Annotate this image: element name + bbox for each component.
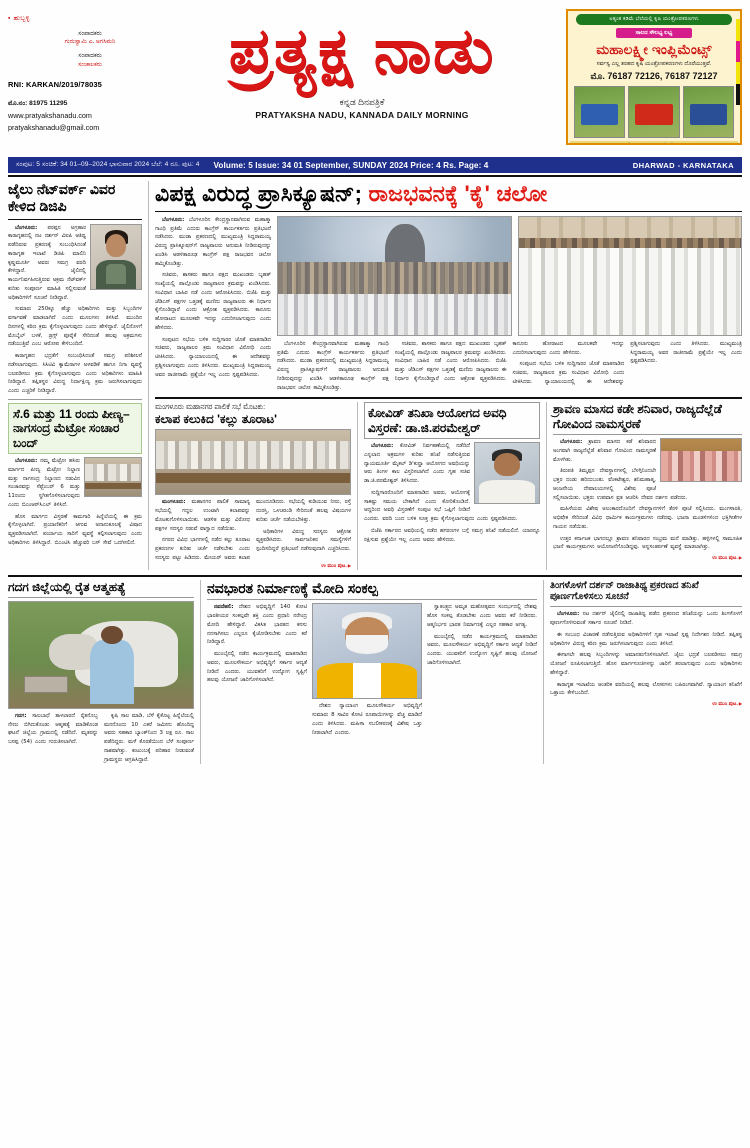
bottom-story1-rule [8,597,194,598]
mid-story2-para3: ಬಿಜೆಪಿ ಸರ್ಕಾರದ ಅವಧಿಯಲ್ಲಿ ನಡೆದ ಹಗರಣಗಳ ಬಗ್ಗೆ ಸಮಗ್ರ ತನಿಖೆ ನಡೆಯಲಿದೆ. ಯಾರನ್ನೂ ರಕ್ಷಿಸುವ ಪ್ರಶ್ನೆಯೇ ಇಲ್ಲ ಎಂದು ಅವರು ಹೇಳಿದರು. [364,527,540,543]
bottom-story2-para5: ಮುಂಬೈನಲ್ಲಿ ನಡೆದ ಕಾರ್ಯಕ್ರಮದಲ್ಲಿ ಮಾತನಾಡಿದ ಅವರು, ಮೂಲಸೌಕರ್ಯ ಅಭಿವೃದ್ಧಿಗೆ ಸರ್ಕಾರ ಆದ್ಯತೆ ನೀಡಿದೆ ಎಂದರು. ಯುವಕರಿಗೆ ಉದ್ಯೋಗ ಸೃಷ್ಟಿಗೆ ಹಲವು ಯೋಜನೆ ಜಾರಿಗೊಳಿಸಲಾಗಿದೆ. [427,633,537,666]
left-story1-dateline: ಬೆಂಗಳೂರು: [15,224,38,231]
bottom-story2-para1: ದೇಶದ ಅಭಿವೃದ್ಧಿಗೆ 140 ಕೋಟಿ ಭಾರತೀಯರ ಸಂಕಲ್ಪವೇ ಶಕ್ತಿ ಎಂದು ಪ್ರಧಾನಿ ನರೇಂದ್ರ ಮೋದಿ ಹೇಳಿದ್ದಾರೆ. ವಿಕಸಿತ ಭಾರತದ ಕನಸು ನನಸಾಗಿಸಲು ಎಲ್ಲರೂ ಕೈಜೋಡಿಸಬೇಕು ಎಂದು ಕರೆ ನೀಡಿದ್ದಾರೆ. [207,604,307,646]
bottom-story3-para4: ಕಾರಾಗೃಹ ಇಲಾಖೆಯ ಆಂತರಿಕ ವರದಿಯಲ್ಲಿ ಹಲವು ಲೋಪಗಳು ಬಹಿರಂಗವಾಗಿವೆ. ನ್ಯಾಯಾಂಗ ತನಿಖೆಗೆ ಒತ್ತಾಯ ಕೇಳಿಬಂದಿದೆ. [550,681,742,697]
lead-para1: ಬೆಂಗಳೂರಿನ ಕೇಂದ್ರಸ್ಥಾನವಾಗಿರುವ ಮಹಾತ್ಮಾ ಗಾಂಧಿ ಪ್ರತಿಮೆ ಎದುರು ಕಾಂಗ್ರೆಸ್ ಕಾರ್ಯಕರ್ತರು ಪ್ರತಿಭಟನೆ ನಡೆಸಿದರು. ಮುಡಾ ಪ್ರಕರಣದಲ್ಲಿ ಮುಖ್ಯಮಂತ್ರಿ ಸಿದ್ದರಾಮಯ್ಯ ವಿರುದ್ಧ ಪ್ರಾಸಿಕ್ಯೂಷನ್‌ಗೆ ರಾಜ್ಯಪಾಲರು ಅನುಮತಿ ನೀಡಿರುವುದನ್ನು ಖಂಡಿಸಿ ಆಡಳಿತಾರೂಢ ಕಾಂಗ್ರೆಸ್ ಪಕ್ಷ ರಾಜಭವನ ಚಲೋ ಹಮ್ಮಿಕೊಂಡಿತ್ತು. [155,216,272,267]
mid-story1-headline[interactable]: ಕಲಾಪ ಕಲುಕಿದ 'ಕಲ್ಲು ತೂರಾಟ' [155,411,278,426]
main-content-grid [8,181,742,570]
mid-story1-para1: ಮಹಾನಗರ ಪಾಲಿಕೆ ಸಾಮಾನ್ಯ ಸಭೆಯಲ್ಲಿ ಗದ್ದಲ ಉಂಟಾಗಿ ಕಲಾಪವನ್ನು ಮೊಟಕುಗೊಳಿಸಲಾಯಿತು. ಆಡಳಿತ ಮತ್ತು ವಿರೋಧ ಪಕ್ಷಗಳ ಸದಸ್ಯರ ನಡುವೆ ವಾಗ್ವಾದ ನಡೆಯಿತು. [155,499,250,532]
mid-story1-body [155,498,351,562]
mid-story1-para2: ನಗರದ ವಿವಿಧ ಭಾಗಗಳಲ್ಲಿ ನಡೆದ ಕಲ್ಲು ತೂರಾಟ ಪ್ರಕರಣಗಳ ಕುರಿತು ಚರ್ಚೆ ನಡೆಸಬೇಕು ಎಂದು ಸದಸ್ಯರು ಪಟ್ಟು ಹಿಡಿದರು. ಮೇಯರ್ ಅವರು ಕಲಾಪ ಮುಂದೂಡಿದರು. ಸಭೆಯಲ್ಲಿ ಕುಡಿಯುವ ನೀರು, ರಸ್ತೆ ದುರಸ್ತಿ, ಒಳಚರಂಡಿ ಸೇರಿದಂತೆ ಹಲವು ವಿಷಯಗಳ ಕುರಿತು ಚರ್ಚೆ ನಡೆಯಬೇಕಿತ್ತು. [155,499,351,561]
left-story2-para1: ನಮ್ಮ ಮೆಟ್ರೋ ಹಸಿರು ಮಾರ್ಗದ ಪೀಣ್ಯ ಮೆಟ್ರೋ ನಿಲ್ದಾಣ ಮತ್ತು ನಾಗಸಂದ್ರ ನಿಲ್ದಾಣದ ನಡುವಿನ ಸಂಚಾರವನ್ನು ಸೆಪ್ಟೆಂಬರ್ 6 ಮತ್ತು 11ರಂದು ಸ್ಥಗಿತಗೊಳಿಸಲಾಗುವುದು ಎಂದು ಬಿಎಂಆರ್‌ಸಿಎಲ್ ತಿಳಿಸಿದೆ. [8,458,81,508]
section-divider-bottom [8,575,742,577]
temple-devotees-photo [660,438,742,482]
mid-story-2 [364,402,540,569]
left-story1-para3: ಕಾರಾಗೃಹದ ಭದ್ರತೆಗೆ ಸಂಬಂಧಿಸಿದಂತೆ ಸಮಗ್ರ ಪರಿಶೀಲನೆ ನಡೆಸಲಾಗುವುದು. ಸಿಸಿಟಿವಿ ಕ್ಯಾಮೆರಾಗಳ ಅಳವಡಿಕೆ ಹಾಗೂ ನಿಗಾ ವ್ಯವಸ್ಥೆ ಬಲಪಡಿಸಲು ಕ್ರಮ ಕೈಗೊಳ್ಳಲಾಗುವುದು ಎಂದು ಅಧಿಕಾರಿಗಳು ಮಾಹಿತಿ ನೀಡಿದ್ದಾರೆ. ತಪ್ಪಿತಸ್ಥರ ವಿರುದ್ಧ ನಿರ್ದಾಕ್ಷಿಣ್ಯ ಕ್ರಮ ಜರುಗಿಸಲಾಗುವುದು ಎಂದು ಎಚ್ಚರಿಕೆ ನೀಡಿದ್ದಾರೆ. [8,353,142,395]
mid-story-3 [553,402,742,569]
ad-company-name: ಮಹಾಲಕ್ಷ್ಮೀ ಇಂಪ್ಲಿಮೆಂಟ್ಸ್ [596,42,712,57]
mid-story1-kicker: ಮಂಗಳೂರು ಮಹಾನಗರ ಪಾಲಿಕೆ ಸಭೆ ಮೊಟಕು: [155,402,266,412]
column-divider-4 [200,580,201,765]
ad-offer-badge: ಸಾಲದ ಸೌಲಭ್ಯ ಲಭ್ಯ [616,28,692,38]
mid-story3-rule [553,434,742,435]
bottom-story3-dateline: ಬೆಂಗಳೂರು: [557,611,580,618]
ad-product-images [574,86,734,138]
mid-story2-headline-box [364,402,540,439]
staff-role-1: ಸಂಪಾದಕರು [78,30,102,37]
mid-story3-headline[interactable]: ಶ್ರಾವಣ ಮಾಸದ ಕಡೇ ಶನಿವಾರ, ರಾಜ್ಯದೆಲ್ಲೆಡೆ ಗೋವಿಂದ ನಾಮಸ್ಮರಣೆ [553,402,722,431]
left-story2-block [8,403,142,454]
masthead-staff-1 [22,30,158,47]
bottom-stories-row [8,580,742,765]
lead-lower-para3: ಸಂಪುಟದ ಸಭೆಯ ಬಳಿಕ ಸುದ್ದಿಗಾರರ ಜೊತೆ ಮಾತನಾಡಿದ ಸಚಿವರು, ರಾಜ್ಯಪಾಲರ ಕ್ರಮ ಸಂವಿಧಾನ ವಿರೋಧಿ ಎಂದು ಟೀಕಿಸಿದರು. ನ್ಯಾಯಾಲಯದಲ್ಲಿ ಈ ಆದೇಶವನ್ನು ಪ್ರಶ್ನಿಸಲಾಗುವುದು ಎಂದು ತಿಳಿಸಿದರು. ಮುಖ್ಯಮಂತ್ರಿ ಸಿದ್ದರಾಮಯ್ಯ ಅವರ ರಾಜೀನಾಮೆ ಪ್ರಶ್ನೆಯೇ ಇಲ್ಲ ಎಂದು ಸ್ಪಷ್ಟಪಡಿಸಿದರು. [512,340,742,385]
staff-role-2: ಸಂಪಾದಕರು [78,53,102,60]
bottom-story2-dateline: ನವದೆಹಲಿ: [214,604,234,611]
congress-leaders-group-photo [518,216,742,336]
masthead-advertisement[interactable] [566,9,742,145]
lead-dateline: ಬೆಂಗಳೂರು: [162,216,185,223]
newspaper-logo: ಪ್ರತ್ಯಕ್ಷ ನಾಡು [228,16,496,86]
ad-product-rotavator-icon [628,86,679,138]
mid-story3-para1: ಶ್ರಾವಣ ಮಾಸದ ಕಡೆ ಶನಿವಾರದ ಅಂಗವಾಗಿ ರಾಜ್ಯದೆಲ್ಲೆಡೆ ಶನಿವಾರ ಗೋವಿಂದ ನಾಮಸ್ಮರಣೆ ಮೊಳಗಿತು. [553,439,656,463]
issue-info-kannada: ಸಂಪುಟ: 5 ಸಂಚಿಕೆ: 34 01–09–2024 ಭಾನುವಾರ 2024 ಬೆಲೆ: 4 ರೂ. ಪುಟ: 4 [16,161,200,168]
bottom-story3-para2: ಈ ಸಂಬಂಧ ವಿಚಾರಣೆ ನಡೆಸುತ್ತಿರುವ ಅಧಿಕಾರಿಗಳಿಗೆ ಗೃಹ ಇಲಾಖೆ ಸ್ಪಷ್ಟ ನಿರ್ದೇಶನ ನೀಡಿದೆ. ತಪ್ಪಿತಸ್ಥ ಅಧಿಕಾರಿಗಳ ವಿರುದ್ಧ ಕಠಿಣ ಕ್ರಮ ಜರುಗಿಸಲಾಗುವುದು ಎಂದು ತಿಳಿಸಿದೆ. [550,631,742,647]
mid-story-1 [155,402,351,569]
lead-lower-para1: ಬೆಂಗಳೂರಿನ ಕೇಂದ್ರಸ್ಥಾನವಾಗಿರುವ ಮಹಾತ್ಮಾ ಗಾಂಧಿ ಪ್ರತಿಮೆ ಎದುರು ಕಾಂಗ್ರೆಸ್ ಕಾರ್ಯಕರ್ತರು ಪ್ರತಿಭಟನೆ ನಡೆಸಿದರು. ಮುಡಾ ಪ್ರಕರಣದಲ್ಲಿ ಮುಖ್ಯಮಂತ್ರಿ ಸಿದ್ದರಾಮಯ್ಯ ವಿರುದ್ಧ ಪ್ರಾಸಿಕ್ಯೂಷನ್‌ಗೆ ರಾಜ್ಯಪಾಲರು ಅನುಮತಿ ನೀಡಿರುವುದನ್ನು ಖಂಡಿಸಿ ಆಡಳಿತಾರೂಢ ಕಾಂಗ್ರೆಸ್ ಪಕ್ಷ ರಾಜಭವನ ಚಲೋ ಹಮ್ಮಿಕೊಂಡಿತ್ತು. [277,340,389,391]
mid-story2-para2: ಸುದ್ದಿಗಾರರೊಂದಿಗೆ ಮಾತನಾಡಿದ ಅವರು, ಆಯೋಗಕ್ಕೆ ಸಾಕಷ್ಟು ಸಮಯ ಬೇಕಾಗಿದೆ ಎಂದು ಕೋರಿಕೊಂಡಿದೆ. ಆದ್ದರಿಂದ ಅವಧಿ ವಿಸ್ತರಣೆಗೆ ಸಂಪುಟ ಸಭೆ ಒಪ್ಪಿಗೆ ನೀಡಿದೆ ಎಂದರು. ವರದಿ ಬಂದ ಬಳಿಕ ಸೂಕ್ತ ಕ್ರಮ ಕೈಗೊಳ್ಳಲಾಗುವುದು ಎಂದು ಸ್ಪಷ್ಟಪಡಿಸಿದರು. [364,489,518,523]
mid-story2-dateline: ಬೆಂಗಳೂರು: [371,443,394,450]
ad-phone-numbers: ಮೊ. 76187 72126, 76187 72127 [590,71,718,81]
bottom-story2-col2 [312,702,422,737]
bottom-story3-body [550,610,742,698]
metro-train-photo [84,457,142,497]
mid-story3-dateline: ಬೆಂಗಳೂರು: [560,439,583,446]
color-registration-strip-icon [736,19,742,105]
farmer-with-cattle-photo [8,601,194,709]
mid-stories-row [155,402,742,569]
bottom-story1-body [8,712,194,765]
column-divider-5 [543,580,544,765]
bottom-story2-col1 [207,603,307,740]
bottom-story-3 [550,580,742,765]
bottom-story3-para1: ನಟ ದರ್ಶನ್ ಜೈಲಿನಲ್ಲಿ ರಾಜಾತಿಥ್ಯ ಪಡೆದ ಪ್ರಕರಣದ ತನಿಖೆಯನ್ನು ಒಂದು ತಿಂಗಳೊಳಗೆ ಪೂರ್ಣಗೊಳಿಸುವಂತೆ ಸರ್ಕಾರ ಸೂಚನೆ ನೀಡಿದೆ. [550,611,743,627]
dgp-officer-photo [90,224,142,290]
left-column [8,181,142,570]
left-story1-para1: ಪರಪ್ಪನ ಅಗ್ರಹಾರ ಕಾರಾಗೃಹದಲ್ಲಿ ನಟ ದರ್ಶನ್ ವಿಐಪಿ ಆತಿಥ್ಯ ಪಡೆದಿರುವ ಪ್ರಕರಣಕ್ಕೆ ಸಂಬಂಧಿಸಿದಂತೆ ಕಾರಾಗೃಹ ಇಲಾಖೆ ಡಿಜಿಪಿ ಮಾಲಿನಿ ಕೃಷ್ಣಮೂರ್ತಿ ಅವರು ಸಮಗ್ರ ವರದಿ ಕೇಳಿದ್ದಾರೆ. ಜೈಲಿನಲ್ಲಿ ಕಾರ್ಯನಿರ್ವಹಿಸುತ್ತಿರುವ ಅಕ್ರಮ ನೆಟ್‌ವರ್ಕ್ ಕುರಿತು ಸಂಪೂರ್ಣ ಮಾಹಿತಿ ಸಲ್ಲಿಸುವಂತೆ ಅಧಿಕಾರಿಗಳಿಗೆ ಸೂಚನೆ ನೀಡಿದ್ದಾರೆ. [8,224,86,301]
ad-product-plough-icon [574,86,625,138]
rni-number: RNI: KARKAN/2019/78035 [8,79,102,89]
issue-info-bar [8,156,742,173]
gandhi-statue-protest-photo [277,216,512,336]
lead-story-headline[interactable] [155,181,742,207]
staff-name-2: ಸಂಚಾಲಕರು [78,61,102,68]
contact-website[interactable]: www.pratyakshanadu.com [8,110,92,120]
mid-story3-para4: ಉತ್ತರ ಕರ್ನಾಟಕ ಭಾಗದಲ್ಲೂ ಶ್ರಾವಣ ಶನಿವಾರದ ಸಂಭ್ರಮ ಮನೆ ಮಾಡಿತ್ತು. ಹಳ್ಳಿಗಳಲ್ಲಿ ಸಾಮೂಹಿಕ ಭಜನೆ ಕಾರ್ಯಕ್ರಮಗಳು ಆಯೋಜನೆಗೊಂಡಿದ್ದವು. ಅನ್ನಸಂತರ್ಪಣೆ ವ್ಯವಸ್ಥೆ ಮಾಡಲಾಗಿತ್ತು. [553,535,742,551]
bottom-story3-headline[interactable]: ತಿಂಗಳೊಳಗೆ ದರ್ಶನ್ ರಾಜಾತಿಥ್ಯ ಪ್ರಕರಣದ ತನಿಖೆ ಪೂರ್ಣಗೊಳಿಸಲು ಸೂಚನೆ [550,579,699,603]
bottom-story2-para2: ಮುಂಬೈನಲ್ಲಿ ನಡೆದ ಕಾರ್ಯಕ್ರಮದಲ್ಲಿ ಮಾತನಾಡಿದ ಅವರು, ಮೂಲಸೌಕರ್ಯ ಅಭಿವೃದ್ಧಿಗೆ ಸರ್ಕಾರ ಆದ್ಯತೆ ನೀಡಿದೆ ಎಂದರು. ಯುವಕರಿಗೆ ಉದ್ಯೋಗ ಸೃಷ್ಟಿಗೆ ಹಲವು ಯೋಜನೆ ಜಾರಿಗೊಳಿಸಲಾಗಿದೆ. [207,651,307,684]
bottom-story-1 [8,580,194,765]
lead-story-lower-body [277,340,742,393]
column-divider-2 [357,402,358,569]
masthead-contact [8,99,158,134]
bottom-story-2 [207,580,537,765]
bottom-story3-rule [550,606,742,607]
tagline-english: PRATYAKSHA NADU, KANNADA DAILY MORNING [255,110,469,120]
lead-para3: ಸಂಪುಟದ ಸಭೆಯ ಬಳಿಕ ಸುದ್ದಿಗಾರರ ಜೊತೆ ಮಾತನಾಡಿದ ಸಚಿವರು, ರಾಜ್ಯಪಾಲರ ಕ್ರಮ ಸಂವಿಧಾನ ವಿರೋಧಿ ಎಂದು ಟೀಕಿಸಿದರು. ನ್ಯಾಯಾಲಯದಲ್ಲಿ ಈ ಆದೇಶವನ್ನು ಪ್ರಶ್ನಿಸಲಾಗುವುದು ಎಂದು ತಿಳಿಸಿದರು. ಮುಖ್ಯಮಂತ್ರಿ ಸಿದ್ದರಾಮಯ್ಯ ಅವರ ರಾಜೀನಾಮೆ ಪ್ರಶ್ನೆಯೇ ಇಲ್ಲ ಎಂದು ಸ್ಪಷ್ಟಪಡಿಸಿದರು. [155,336,271,378]
bottom-story2-para3: ದೇಶದ ನ್ಯಾಯಾಂಗ ಮೂಲಸೌಕರ್ಯ ಅಭಿವೃದ್ಧಿಗೆ ಸುಮಾರು 8 ಸಾವಿರ ಕೋಟಿ ರೂಪಾಯಿಗಳನ್ನು ವೆಚ್ಚ ಮಾಡಿದೆ ಎಂದು ತಿಳಿಸಿದರು. ಮಹಿಳಾ ಸಬಲೀಕರಣಕ್ಕೆ ವಿಶೇಷ ಒತ್ತು ನೀಡಲಾಗಿದೆ ಎಂದರು. [312,703,422,736]
masthead [8,6,742,154]
masthead-left-info [8,6,158,133]
masthead-city-bullet: ▪ ಹುಬ್ಬಳ್ಳಿ [8,14,158,24]
mid-story3-para2: ತಿರುಪತಿ ತಿಮ್ಮಪ್ಪನ ದೇವಸ್ಥಾನಗಳಲ್ಲಿ ಬೆಳಗ್ಗಿನಿಂದಲೇ ಭಕ್ತರ ದಂಡು ಹರಿದುಬಂತು. ವೆಂಕಟೇಶ್ವರ, ಶನಿಮಹಾತ್ಮ, ಆಂಜನೇಯ ದೇವಾಲಯಗಳಲ್ಲಿ ವಿಶೇಷ ಪೂಜೆ ಸಲ್ಲಿಸಲಾಯಿತು. ಭಕ್ತರು ಉಪವಾಸ ವ್ರತ ಆಚರಿಸಿ ದೇವರ ದರ್ಶನ ಪಡೆದರು. [553,468,688,501]
left-story1-rule [8,219,142,220]
contact-phone: ಮೊ.ನಂ: 81975 11295 [8,99,68,107]
left-story2-headline[interactable]: ಸೆ.6 ಮತ್ತು 11 ರಂದು ಪೀಣ್ಯ–ನಾಗಸಂದ್ರ ಮೆಟ್ರೋ ಸಂಚಾರ ಬಂದ್ [13,406,130,450]
left-story2-para2: ಹೊಸ ಮಾರ್ಗದ ವಿಸ್ತರಣೆ ಕಾಮಗಾರಿ ಹಿನ್ನೆಲೆಯಲ್ಲಿ ಈ ಕ್ರಮ ಕೈಗೊಳ್ಳಲಾಗಿದೆ. ಪ್ರಯಾಣಿಕರಿಗೆ ಆಗುವ ಅನಾನುಕೂಲಕ್ಕೆ ವಿಷಾದ ವ್ಯಕ್ತಪಡಿಸಲಾಗಿದೆ. ಪರ್ಯಾಯ ಸಾರಿಗೆ ವ್ಯವಸ್ಥೆ ಕಲ್ಪಿಸಲಾಗುವುದು ಎಂದು ಅಧಿಕಾರಿಗಳು ತಿಳಿಸಿದ್ದಾರೆ. ಬಿಎಂಟಿಸಿ ಹೆಚ್ಚುವರಿ ಬಸ್ ಸೇವೆ ಒದಗಿಸಲಿದೆ. [8,513,142,546]
mid-story3-para3: ಮಹಿಳೆಯರು ವಿಶೇಷ ಅಲಂಕಾರದೊಂದಿಗೆ ದೇವಸ್ಥಾನಗಳಿಗೆ ತೆರಳಿ ಪೂಜೆ ಸಲ್ಲಿಸಿದರು. ಮಂಗಳಾರತಿ, ಅಭಿಷೇಕ ಸೇರಿದಂತೆ ವಿವಿಧ ಧಾರ್ಮಿಕ ಕಾರ್ಯಕ್ರಮಗಳು ನಡೆದವು. ಭಜನಾ ಮಂಡಳಿಗಳಿಂದ ಭಕ್ತಿಗೀತೆಗಳ ಗಾಯನ ನಡೆಯಿತು. [553,506,742,530]
masthead-divider [8,175,742,177]
masthead-staff-2 [22,52,158,69]
contact-email[interactable]: pratyakshanadu@gmail.com [8,122,100,132]
ad-product-trailer-icon [683,86,734,138]
modi-portrait-photo [312,603,422,699]
lead-headline-red: ರಾಜಭವನಕ್ಕೆ 'ಕೈ' ಚಲೋ [368,181,548,206]
mid-story3-jumpline[interactable]: ಉ ಮುಂ ಪುಟ. ▶ [553,555,742,562]
left-divider-1 [8,399,142,400]
right-content-area [155,181,742,570]
bottom-story2-col3 [427,603,537,740]
bottom-story2-rule [207,599,537,600]
bottom-story2-para4: ಸ್ವಾತಂತ್ರ್ಯದ ಅಮೃತ ಮಹೋತ್ಸವದ ಸಂದರ್ಭದಲ್ಲಿ ದೇಶವು ಹೊಸ ಸಂಕಲ್ಪ ತೊಡಬೇಕು ಎಂದು ಅವರು ಕರೆ ನೀಡಿದರು. ಆತ್ಮನಿರ್ಭರ ಭಾರತ ನಿರ್ಮಾಣಕ್ಕೆ ಎಲ್ಲರ ಸಹಕಾರ ಅಗತ್ಯ. [427,604,537,628]
lead-lower-para2: ಸಚಿವರು, ಶಾಸಕರು ಹಾಗೂ ಪಕ್ಷದ ಮುಖಂಡರು ಬೃಹತ್ ಸಂಖ್ಯೆಯಲ್ಲಿ ಪಾಲ್ಗೊಂಡು ರಾಜ್ಯಪಾಲರ ಕ್ರಮವನ್ನು ಖಂಡಿಸಿದರು. ಸಂವಿಧಾನ ಬಾಹಿರ ನಡೆ ಎಂದು ಆರೋಪಿಸಿದರು. ಬಿಜೆಪಿ ಮತ್ತು ಜೆಡಿಎಸ್ ಪಕ್ಷಗಳ ಒತ್ತಡಕ್ಕೆ ಮಣಿದು ರಾಜ್ಯಪಾಲರು ಈ ನಿರ್ಧಾರ ಕೈಗೊಂಡಿದ್ದಾರೆ ಎಂದು ಆಕ್ರೋಶ ವ್ಯಕ್ತಪಡಿಸಿದರು. ಕಾನೂನು ಹೋರಾಟದ ಮೂಲಕವೇ ಇದನ್ನು ಎದುರಿಸಲಾಗುವುದು ಎಂದು ಹೇಳಿದರು. [394,340,625,382]
left-story1-headline[interactable]: ಜೈಲು ನೆಟ್‌ವರ್ಕ್ ವಿವರ ಕೇಳಿದ ಡಿಜಿಪಿ [8,181,116,214]
mid-story1-jumpline[interactable]: ಉ ಮುಂ ಪುಟ. ▶ [155,563,351,570]
lead-headline-rule [155,211,742,212]
lead-story-col1 [155,216,271,393]
lead-headline-black: ವಿಪಕ್ಷ ವಿರುದ್ಧ ಪ್ರಾಸಿಕ್ಯೂಷನ್; [155,181,363,206]
left-story1-para2: ಸುಮಾರು 250ಕ್ಕೂ ಹೆಚ್ಚು ಅಧಿಕಾರಿಗಳು ಮತ್ತು ಸಿಬ್ಬಂದಿಗಳ ವರ್ಗಾವಣೆ ಮಾಡಲಾಗಿದೆ ಎಂದು ಮೂಲಗಳು ತಿಳಿಸಿವೆ. ಮುಂದಿನ ದಿನಗಳಲ್ಲಿ ಕಠಿಣ ಕ್ರಮ ಕೈಗೊಳ್ಳಲಾಗುವುದು ಎಂದು ಹೇಳಿದ್ದಾರೆ. ಜೈಲಿನೊಳಗೆ ಮೊಬೈಲ್ ಬಳಕೆ, ಡ್ರಗ್ಸ್ ಪೂರೈಕೆ ಸೇರಿದಂತೆ ಹಲವು ಅಕ್ರಮಗಳು ನಡೆಯುತ್ತಿವೆ ಎಂಬ ಆರೋಪ ಕೇಳಿಬಂದಿದೆ. [8,306,142,348]
lead-para2: ಸಚಿವರು, ಶಾಸಕರು ಹಾಗೂ ಪಕ್ಷದ ಮುಖಂಡರು ಬೃಹತ್ ಸಂಖ್ಯೆಯಲ್ಲಿ ಪಾಲ್ಗೊಂಡು ರಾಜ್ಯಪಾಲರ ಕ್ರಮವನ್ನು ಖಂಡಿಸಿದರು. ಸಂವಿಧಾನ ಬಾಹಿರ ನಡೆ ಎಂದು ಆರೋಪಿಸಿದರು. ಬಿಜೆಪಿ ಮತ್ತು ಜೆಡಿಎಸ್ ಪಕ್ಷಗಳ ಒತ್ತಡಕ್ಕೆ ಮಣಿದು ರಾಜ್ಯಪಾಲರು ಈ ನಿರ್ಧಾರ ಕೈಗೊಂಡಿದ್ದಾರೆ ಎಂದು ಆಕ್ರೋಶ ವ್ಯಕ್ತಪಡಿಸಿದರು. ಕಾನೂನು ಹೋರಾಟದ ಮೂಲಕವೇ ಇದನ್ನು ಎದುರಿಸಲಾಗುವುದು ಎಂದು ಹೇಳಿದರು. [155,272,271,331]
issue-place: DHARWAD - KARNATAKA [632,160,734,170]
mid-story2-headline[interactable]: ಕೋವಿಡ್ ತನಿಖಾ ಆಯೋಗದ ಅವಧಿ ವಿಸ್ತರಣೆ: ಡಾ.ಜಿ.ಪರಮೇಶ್ವರ್ [368,406,507,435]
parameshwar-photo [474,442,540,504]
mid-story1-para3: ಅಧಿಕಾರಿಗಳ ವಿರುದ್ಧ ಸದಸ್ಯರು ಆಕ್ರೋಶ ವ್ಯಕ್ತಪಡಿಸಿದರು. ಸಾರ್ವಜನಿಕರ ಸಮಸ್ಯೆಗಳಿಗೆ ಸ್ಪಂದಿಸದಿದ್ದರೆ ಪ್ರತಿಭಟನೆ ನಡೆಸುವುದಾಗಿ ಎಚ್ಚರಿಸಿದರು. [256,528,351,553]
bottom-story1-para2: ಕೃಷಿ ಸಾಲ ಮಾಡಿ, ಬೆಳೆ ಕೈಕೊಟ್ಟ ಹಿನ್ನೆಲೆಯಲ್ಲಿ ಮನನೊಂದು 10 ಎಕರೆ ಜಮೀನು ಹೊಂದಿದ್ದ ಅವರು ಸಹಕಾರ ಬ್ಯಾಂಕ್‌ನಿಂದ 3 ಲಕ್ಷ ರೂ. ಸಾಲ ಪಡೆದಿದ್ದರು. ಮಳೆ ಕೊರತೆಯಿಂದ ಬೆಳೆ ಸಂಪೂರ್ಣ ನಾಶವಾಗಿತ್ತು. ಕುಟುಂಬಕ್ಕೆ ಪರಿಹಾರ ನೀಡುವಂತೆ ಗ್ರಾಮಸ್ಥರು ಆಗ್ರಹಿಸಿದ್ದಾರೆ. [104,712,194,763]
masthead-logo-block [158,6,566,120]
bottom-story1-para1: ಸಾಲಬಾಧೆ ತಾಳಲಾರದೆ ರೈತನೊಬ್ಬ ನೇಣು ಬಿಗಿದುಕೊಂಡು ಆತ್ಮಹತ್ಯೆ ಮಾಡಿಕೊಂಡ ಘಟನೆ ಜಿಲ್ಲೆಯ ಗ್ರಾಮದಲ್ಲಿ ನಡೆದಿದೆ. ಮೃತರನ್ನು ಬಸಪ್ಪ (54) ಎಂದು ಗುರುತಿಸಲಾಗಿದೆ. [8,712,98,746]
ad-description: ಸರ್ವಸ್ವ ಎಲ್ಲ ತರಹದ ಕೃಷಿ ಯಂತ್ರೋಪಕರಣಗಳು ದೊರೆಯುತ್ತವೆ. [596,61,712,67]
mid-story2-para1: ಕೋವಿಡ್ ನಿರ್ವಹಣೆಯಲ್ಲಿ ನಡೆದಿದೆ ಎನ್ನಲಾದ ಅಕ್ರಮಗಳ ಕುರಿತು ತನಿಖೆ ನಡೆಸುತ್ತಿರುವ ನ್ಯಾಯಮೂರ್ತಿ ಮೈಕಲ್ ಡಿ'ಕುನ್ಹಾ ಆಯೋಗದ ಅವಧಿಯನ್ನು ಆರು ತಿಂಗಳ ಕಾಲ ವಿಸ್ತರಿಸಲಾಗಿದೆ ಎಂದು ಗೃಹ ಸಚಿವ ಡಾ.ಜಿ.ಪರಮೇಶ್ವರ್ ತಿಳಿಸಿದರು. [364,443,470,485]
staff-name-1: ಗುರುಸ್ವಾಮಿ ಎ. ಅಗಸಿಮನಿ [64,39,116,46]
tagline-kannada: ಕನ್ನಡ ದಿನಪತ್ರಿಕೆ [339,97,385,107]
issue-info-english: Volume: 5 Issue: 34 01 September, SUNDAY 2024 Price: 4 Rs. Page: 4 [213,160,489,170]
palike-meeting-photo [155,429,351,495]
column-divider-1 [148,181,149,570]
bottom-story2-headline[interactable]: ನವಭಾರತ ನಿರ್ಮಾಣಕ್ಕೆ ಮೋದಿ ಸಂಕಲ್ಪ [207,579,378,596]
bottom-story3-jumpline[interactable]: ಉ ಮುಂ ಪುಟ. ▶ [550,701,742,708]
bottom-story1-headline[interactable]: ಗದಗ ಜಿಲ್ಲೆಯಲ್ಲಿ ರೈತ ಆತ್ಮಹತ್ಯೆ [8,579,126,594]
ad-banner-line: ಅತ್ಯಂತ ಕಡಿಮೆ ಬೆಲೆಯಲ್ಲಿ ಕೃಷಿ ಯಂತ್ರೋಪಕರಣಗಳು [576,14,732,25]
column-divider-3 [546,402,547,569]
left-story2-dateline: ಬೆಂಗಳೂರು: [15,458,38,465]
section-divider-mid [155,397,742,399]
bottom-story1-dateline: ಗದಗ: [15,712,27,719]
ad-address: ವಿಳಾಸ: ಗದಗ ರಸ್ತೆ, ಹುಬ್ಬಳ್ಳಿ, ಧಾರವಾಡ ಜಿಲ್ಲೆ - ಮೊ: 76187 72126 [570,141,738,145]
bottom-story3-para3: ಈಗಾಗಲೇ ಹಲವು ಸಿಬ್ಬಂದಿಗಳನ್ನು ಅಮಾನತುಗೊಳಿಸಲಾಗಿದೆ. ಜೈಲು ಭದ್ರತೆ ಬಲಪಡಿಸಲು ಸಮಗ್ರ ಯೋಜನೆ ರೂಪಿಸಲಾಗುತ್ತಿದೆ. ಹೊಸ ಮಾರ್ಗಸೂಚಿಗಳನ್ನು ಜಾರಿಗೆ ತರಲಾಗುವುದು ಎಂದು ಅಧಿಕಾರಿಗಳು ಹೇಳಿದ್ದಾರೆ. [550,652,742,676]
mid-story1-dateline: ಮಂಗಳೂರು: [162,499,186,506]
